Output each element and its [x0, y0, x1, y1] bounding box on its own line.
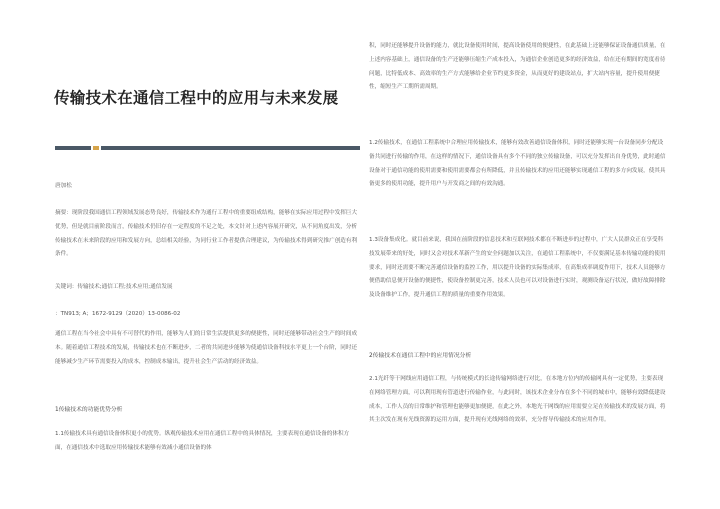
section-heading-2: 2传输技术在通信工程中的应用情况分析 — [369, 353, 472, 359]
paper-title: 传输技术在通信工程中的应用与未来发展 — [54, 89, 339, 107]
divider-segment-right — [101, 146, 360, 150]
divider-segment-left — [55, 146, 91, 150]
title-divider — [55, 146, 360, 150]
continued-paragraph: 积，同时还能够提升设备的能力，就比设备使用时间，提高设备使用的便捷性，在此基础上还能够保证设备通信质量，在上述内容基础上，通信设备的生产还能够压缩生产成本投入，为通信企业创造更多的经济效益，给在还有期间的宽度看待问题，比特低成本、高效率的生产方式能够给企业节约更多资金，从而更好的建设站点，扩大站内容量，提升使用便捷性，缩短生产工期所需周期。 — [369, 43, 666, 91]
introduction-paragraph: 通信工程在当今社会中具有不可替代的作用，能够为人们的日常生活提供更多的便捷性，同时还能够带动社会生产的时间成本。随着通信工程技术的发展，传输技术也在不断进步，二者的共同进步能够为使通信设备科技水平更上一个台阶，同时还能够减少生产环节需要投入的成本，控制成本输出，提升社会生产活动的经济效益。 — [55, 331, 358, 365]
section-1-2-paragraph: 1.2传输技术，在通信工程系统中合理应用传输技术，能够有效改善通信设备体积，同时还能够实现一台设备同步分配设备共同进行传输的作用，在这样的情况下，通信设备具有多个不同的独立传输设备，可以充分发挥出自身优势，此时通信设备对于通信功能的使用需要和使用需要都会有所降低，并且传输技术的应用还能够实现通信工程的多方向发展，使其具备更多的使用功能，提升用户与开发商之间的有效沟通。 — [369, 140, 666, 188]
section-1-3-paragraph: 1.3设备集成化。就目前来说，我国在前阶段的信息技术和互联网技术都在不断进步的过程中，广大人民群众正在享受科技发展带来的好处，同时又会对技术革新产生的安全问题加以关注，在通信工程系统中，不仅要满足基本传输功能的使用要求，同时还需要不断完善通信设备的监控工作，用以提升设备的实际集成率，在高集成率调度作用下，技术人员能够方便借助信息便开设备的便捷性，使设备控制更完善，技术人员也可以对设备进行实时，观测设备运行状况，做好故障排除及设备维护工作，提升通信工程的质量的重要作用效果。 — [369, 237, 666, 299]
divider-accent — [93, 146, 99, 150]
author-name: 唐加松 — [55, 183, 72, 189]
section-2-1-paragraph: 2.1光纤等干网线应用通信工程，与传统模式的长途传输网络进行对比，在本地方位内的传输网具有一定优势，主要表现在网络管理方面，可以利用现有管道进行传输作业，与此同时，该技术企业分布在多个不同的城市中，能够有效降低建设成本，工作人员的日常维护和管理也能够更加便捷，在此之外，本地光干网线的应用需要立足在传输技术的发展方面，将其主次发在现有光线资源的运用方面，提升现有光线网络的效率，充分督导传输技术的应用作用。 — [369, 376, 666, 424]
section-heading-1: 1传输技术的功能优势分析 — [55, 407, 123, 413]
keywords: 关键词：传输技术;通信工程;技术应用;通信发展 — [55, 284, 173, 290]
section-1-1-paragraph: 1.1传输技术具有通信设备体积更小的优势。纵观传输技术应用在通信工程中的具体情况，主要表现在通信设备的体积方面，在通信技术中选取应用传输技术能够有效减小通信设备的体 — [55, 431, 350, 451]
classification-code: ：TN913; A；1672-9129（2020）13-0086-02 — [55, 311, 181, 317]
abstract: 摘要：现阶段我国通信工程领域发展态势良好，传输技术作为通行工程中的重要组成结构，能够在实际应用过程中发挥巨大优势，但是就目前阶段而言，传输技术仍旧存在一定程度的不足之处，本文针对上述内容展开研究，从不同角度出发，分析传输技术在未来阶段的应用和发展方向，总结相关经验，为同行业工作者提供合理建议，为传输技术得到研究推广创造有利条件。 — [55, 210, 358, 258]
